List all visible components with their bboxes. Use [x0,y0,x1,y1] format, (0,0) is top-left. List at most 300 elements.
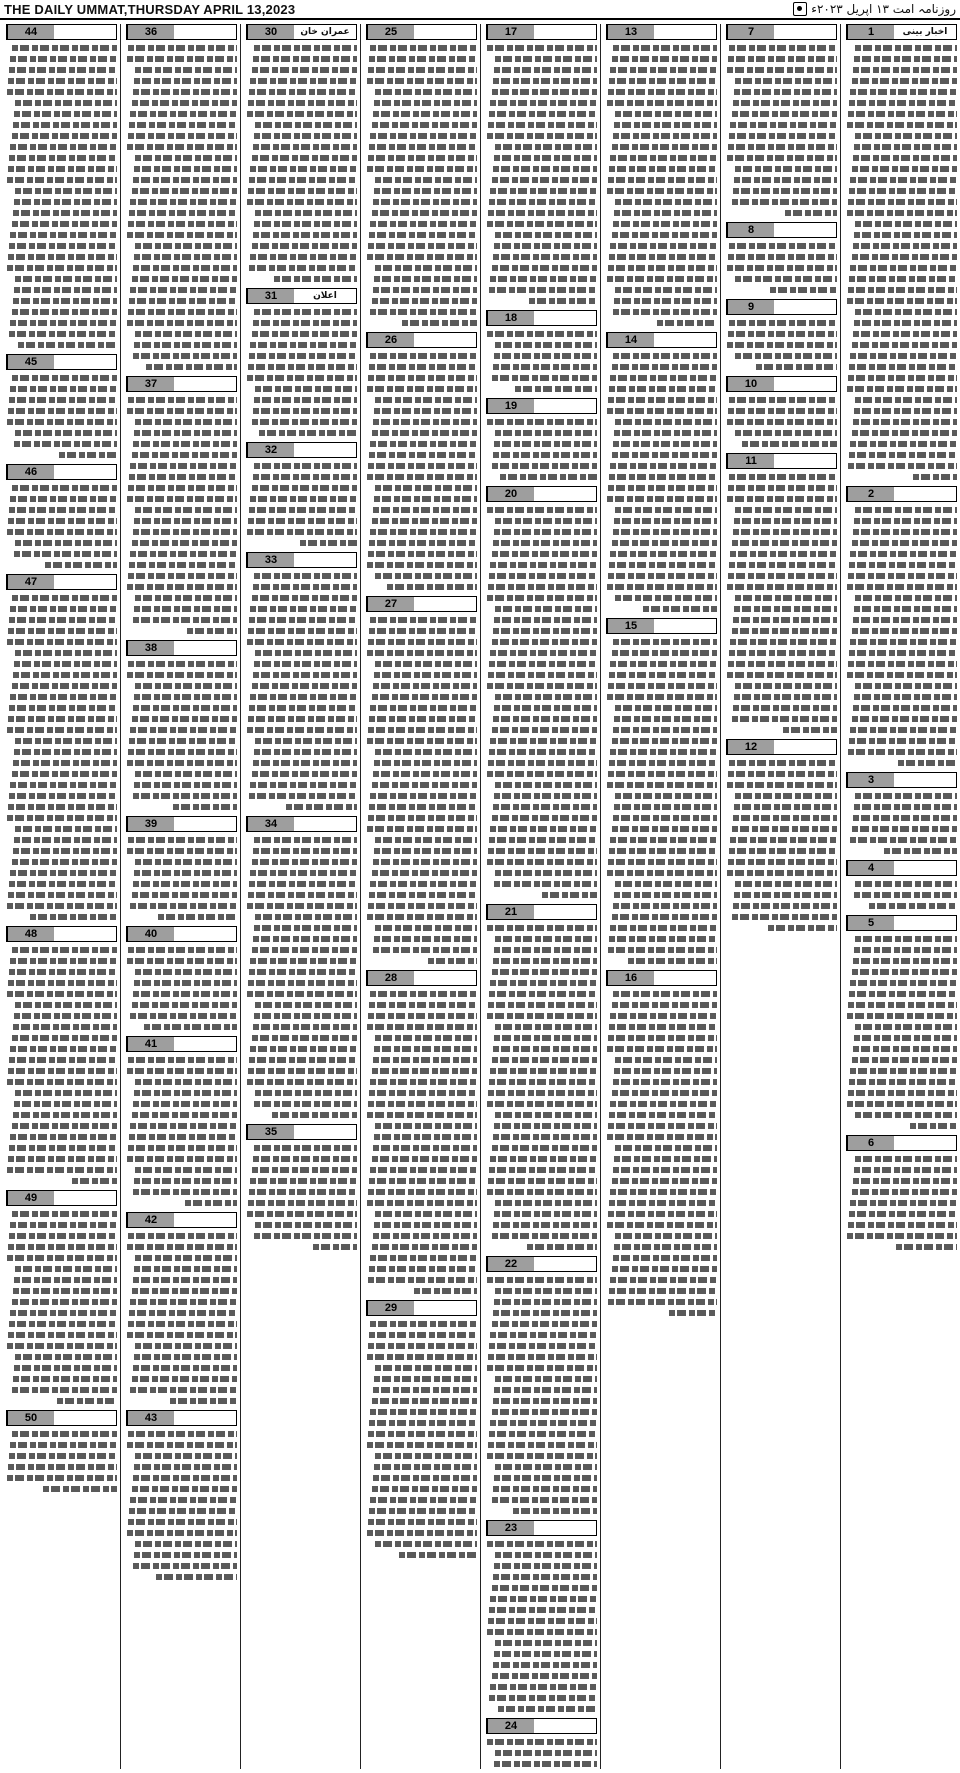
text-line [135,331,237,337]
text-line [487,595,597,601]
text-line [135,771,237,777]
text-line [609,936,717,942]
text-line [492,89,597,95]
news-item-number: 28 [367,971,414,985]
news-item-body [486,925,597,1250]
text-line [492,1497,597,1503]
text-line [375,749,477,755]
news-item [846,24,957,480]
text-line [610,375,717,381]
text-line [12,1299,117,1305]
text-line [490,1596,597,1602]
text-line [13,1376,117,1382]
text-line [487,1101,597,1107]
text-line [130,1299,237,1305]
text-line [492,463,597,469]
text-line [252,243,357,249]
text-line [369,56,477,62]
text-line [489,573,597,579]
text-line [130,1497,237,1503]
text-line [727,584,837,590]
text-line [850,980,957,986]
text-line [500,474,597,480]
news-item-body [126,837,237,920]
text-line [607,1134,717,1140]
text-line [612,144,717,150]
news-item-body [246,309,357,436]
text-line [135,1167,237,1173]
text-line [612,56,717,62]
news-item-number: 6 [847,1136,894,1150]
text-line [127,672,237,678]
text-line [252,331,357,337]
news-item-header [6,354,117,370]
text-line [248,1200,357,1206]
text-line [493,452,597,458]
text-line [527,1244,597,1250]
text-line [370,1079,477,1085]
text-line [247,903,357,909]
news-item-header [126,24,237,40]
news-item-header [486,486,597,502]
text-line [734,89,837,95]
text-line [615,199,717,205]
news-item-number: 13 [607,25,654,39]
text-line [735,78,837,84]
text-line [614,1156,717,1162]
text-line [375,1453,477,1459]
text-line [8,980,117,986]
text-line [254,1233,357,1239]
text-line [250,694,357,700]
text-line [247,991,357,997]
news-item-body [846,793,957,854]
text-line [43,1486,117,1492]
text-line [15,650,117,656]
text-line [495,1464,597,1470]
text-line [255,122,357,128]
text-line [247,199,357,205]
text-line [10,144,117,150]
text-line [250,782,357,788]
text-line [10,1310,117,1316]
text-line [373,1387,477,1393]
text-line [734,694,837,700]
text-line [494,705,597,711]
text-line [490,980,597,986]
text-line [8,166,117,172]
text-line [8,804,117,810]
news-item-body [6,1211,117,1404]
text-line [493,628,597,634]
news-item-header [6,1410,117,1426]
text-line [15,188,117,194]
text-line [254,221,357,227]
text-line [614,716,717,722]
text-line [12,375,117,381]
masthead-urdu-dateline [793,2,956,16]
text-line [9,969,117,975]
text-line [135,419,237,425]
news-column [603,24,720,1769]
text-line [735,353,837,359]
text-line [493,804,597,810]
text-line [612,1090,717,1096]
text-line [495,518,597,524]
text-line [253,936,357,942]
text-line [728,56,837,62]
text-line [133,177,237,183]
text-line [854,947,957,953]
news-item-body [846,45,957,480]
masthead [0,0,960,20]
text-line [134,430,237,436]
text-line [368,727,477,733]
text-line [369,1090,477,1096]
text-line [253,408,357,414]
text-line [852,430,957,436]
text-line [127,760,237,766]
text-line [254,1101,357,1107]
text-line [494,441,597,447]
text-line [13,298,117,304]
text-line [495,1640,597,1646]
text-line [493,540,597,546]
news-item-body [486,507,597,898]
text-line [849,562,957,568]
text-line [492,551,597,557]
text-line [613,221,717,227]
text-line [609,1200,717,1206]
text-line [134,694,237,700]
news-item-number: 44 [7,25,54,39]
text-line [542,892,598,898]
text-line [7,1079,117,1085]
text-line [9,507,117,513]
text-line [254,133,357,139]
text-line [609,78,717,84]
text-line [130,111,237,117]
text-line [910,1123,957,1129]
text-line [494,1387,597,1393]
news-item-number: 5 [847,916,894,930]
news-item-body [366,991,477,1294]
text-line [399,1552,477,1558]
text-line [250,166,357,172]
text-line [729,320,837,326]
text-line [489,1607,597,1613]
text-line [374,848,477,854]
news-item-body [726,760,837,931]
text-line [607,584,717,590]
text-line [493,716,597,722]
text-line [259,430,357,436]
text-line [128,221,237,227]
text-line [489,749,597,755]
text-line [369,628,477,634]
text-line [493,1398,597,1404]
news-item-number: 34 [247,817,294,831]
news-item-body [846,936,957,1129]
text-line [130,287,237,293]
text-line [488,672,597,678]
text-line [492,1321,597,1327]
text-line [368,463,477,469]
text-line [373,947,477,953]
news-item-body [126,45,237,370]
text-line [12,947,117,953]
text-line [495,606,597,612]
text-line [8,408,117,414]
news-item-body [126,947,237,1030]
news-item-body [846,1156,957,1250]
text-line [9,1233,117,1239]
text-line [10,232,117,238]
text-line [374,1376,477,1382]
text-line [742,441,837,447]
text-line [730,639,837,645]
text-line [128,1145,237,1151]
text-line [608,397,717,403]
news-item-number: 43 [127,1411,174,1425]
news-item-body [126,661,237,810]
text-line [375,661,477,667]
text-line [132,1486,237,1492]
text-line [250,1178,357,1184]
text-line [612,826,717,832]
text-line [854,408,957,414]
text-line [247,529,357,535]
news-item-header [606,24,717,40]
text-line [373,1057,477,1063]
text-line [402,320,477,326]
text-line [72,1178,118,1184]
text-line [489,661,597,667]
text-line [488,1618,597,1624]
text-line [610,925,717,931]
text-line [852,254,957,260]
text-line [9,331,117,337]
text-line [733,100,837,106]
text-line [613,309,717,315]
text-line [492,1145,597,1151]
text-line [495,694,597,700]
text-line [255,210,357,216]
text-line [855,881,957,887]
text-line [313,1244,357,1250]
text-line [30,914,117,920]
text-line [854,518,957,524]
text-line [494,155,597,161]
text-line [59,452,117,458]
text-line [728,859,837,865]
text-line [614,210,717,216]
text-line [848,199,957,205]
news-item-body [366,617,477,964]
news-item-number: 45 [7,355,54,369]
text-line [7,639,117,645]
text-line [250,606,357,612]
text-line [134,342,237,348]
text-line [613,133,717,139]
text-line [853,419,957,425]
text-line [849,188,957,194]
text-line [850,639,957,645]
text-line [247,375,357,381]
text-line [132,892,237,898]
text-line [128,1431,237,1437]
news-item-body [246,837,357,1118]
text-line [732,628,837,634]
text-line [615,705,717,711]
text-line [372,1244,477,1250]
news-item-header [486,310,597,326]
text-line [610,67,717,73]
text-line [374,188,477,194]
news-item [246,552,357,810]
news-item-header [126,640,237,656]
text-line [735,683,837,689]
text-line [854,694,957,700]
text-line [730,551,837,557]
text-line [729,133,837,139]
text-line [607,782,717,788]
text-line [488,122,597,128]
text-line [669,1310,717,1316]
text-line [12,1387,117,1393]
text-line [855,397,957,403]
text-line [367,1112,477,1118]
text-line [254,925,357,931]
text-line [135,243,237,249]
text-line [130,1013,237,1019]
text-line [607,408,717,414]
text-line [375,89,477,95]
text-line [847,584,957,590]
text-line [849,364,957,370]
text-line [374,496,477,502]
text-line [615,793,717,799]
news-item-number: 46 [7,465,54,479]
text-line [127,1156,237,1162]
text-line [487,1013,597,1019]
text-line [133,1189,237,1195]
text-line [850,177,957,183]
text-line [728,485,837,491]
text-line [494,243,597,249]
text-line [129,1134,237,1140]
news-item-body [366,1321,477,1558]
text-line [14,1365,117,1371]
news-item [486,310,597,392]
text-line [12,771,117,777]
text-line [253,474,357,480]
text-line [612,540,717,546]
text-line [490,1068,597,1074]
news-item [6,574,117,920]
text-line [855,1024,957,1030]
news-item-header [726,453,837,469]
news-item-number: 16 [607,971,654,985]
text-line [727,342,837,348]
text-line [615,1145,717,1151]
text-line [368,1189,477,1195]
news-item-header [606,970,717,986]
news-column [3,24,120,1769]
text-line [614,430,717,436]
news-item-number: 50 [7,1411,54,1425]
text-line [847,386,957,392]
text-line [9,243,117,249]
text-line [428,958,477,964]
text-line [369,540,477,546]
text-line [132,1288,237,1294]
text-line [135,67,237,73]
text-line [368,639,477,645]
text-line [495,1552,597,1558]
text-line [369,452,477,458]
text-line [727,265,837,271]
text-line [494,1761,597,1767]
news-item-body [486,419,597,480]
text-line [128,749,237,755]
text-line [855,595,957,601]
text-line [768,925,837,931]
news-item-number: 39 [127,817,174,831]
text-line [608,1299,717,1305]
text-line [173,804,237,810]
text-line [15,1090,117,1096]
news-item-header [486,398,597,414]
text-line [248,980,357,986]
text-line [368,1277,477,1283]
news-item [6,926,117,1184]
text-line [488,1178,597,1184]
text-line [853,958,957,964]
news-item-number: 15 [607,619,654,633]
text-line [253,1024,357,1030]
news-item-body [6,1431,117,1492]
text-line [494,67,597,73]
text-line [127,848,237,854]
text-line [489,1167,597,1173]
news-item-body [486,331,597,392]
text-line [370,881,477,887]
text-line [492,815,597,821]
text-line [134,1178,237,1184]
text-line [850,1200,957,1206]
text-line [132,1112,237,1118]
text-line [249,1189,357,1195]
news-item-number: 18 [487,311,534,325]
text-line [15,540,117,546]
text-line [370,309,477,315]
news-item-number: 26 [367,333,414,347]
news-column [483,24,600,1769]
text-line [135,859,237,865]
text-line [300,540,357,546]
text-line [9,1453,117,1459]
text-line [367,914,477,920]
text-line [610,661,717,667]
text-line [14,1277,117,1283]
text-line [7,177,117,183]
text-line [7,815,117,821]
text-line [732,540,837,546]
news-item [246,816,357,1118]
text-line [370,793,477,799]
text-line [734,518,837,524]
